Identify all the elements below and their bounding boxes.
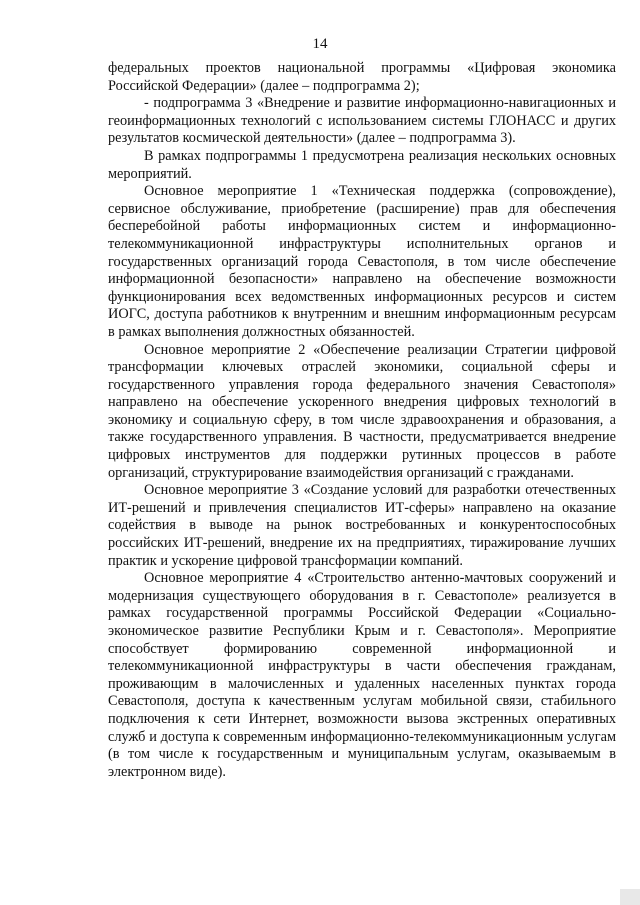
paragraph-continuation: федеральных проектов национальной программы «Цифровая экономика Российской Федерации» (далее – подпрограмма 2);	[108, 60, 616, 94]
page-number: 14	[312, 36, 328, 52]
paragraph-measure-2: Основное мероприятие 2 «Обеспечение реализации Стратегии цифровой трансформации ключевых отраслей экономики, социальной сферы и государственного управления города федерального значения Севастополя» направлено на обеспечение ускоренного внедрения цифровых технологий в экономику и социальную сферу, в том числе здравоохранения и образования, а также государственного управления. В частности, предусматривается внедрение цифровых инструментов для поддержки рутинных процессов в работе организаций, структурирование взаимодействия организаций с гражданами.	[108, 341, 616, 481]
paragraph-intro: В рамках подпрограммы 1 предусмотрена реализация нескольких основных мероприятий.	[108, 147, 616, 182]
paragraph-measure-1: Основное мероприятие 1 «Техническая поддержка (сопровождение), сервисное обслуживание, приобретение (расширение) прав для обеспечения бесперебойной работы информационных систем и информационно-телекоммуникационной инфраструктуры исполнительных органов и государственных организаций города Севастополя, в том числе обеспечение информационной безопасности» направлено на обеспечение возможности функционирования всех ведомственных информационных ресурсов и систем ИОГС, доступа работников к внутренним и внешним информационным ресурсам в рамках выполнения должностных обязанностей.	[108, 183, 616, 340]
page-corner-mark	[620, 889, 640, 905]
paragraph-measure-4: Основное мероприятие 4 «Строительство антенно-мачтовых сооружений и модернизация существующего оборудования в г. Севастополе» реализуется в рамках государственной программы Российской Федерации «Социально-экономическое развитие Республики Крым и г. Севастополя». Мероприятие способствует формированию современной информационной и телекоммуникационной инфраструктуры в части обеспечения гражданам, проживающим в малочисленных и удаленных населенных пунктах города Севастополя, доступа к качественным услугам мобильной связи, стабильного подключения к сети Интернет, возможности вызова экстренных оперативных служб и доступа к современным информационно-телекоммуникационным услугам (в том числе к государственным и муниципальным услугам, оказываемым в электронном виде).	[108, 570, 616, 780]
paragraph-measure-3: Основное мероприятие 3 «Создание условий для разработки отечественных ИТ-решений и привлечения специалистов ИТ-сферы» направлено на оказание содействия в выводе на рынок востребованных и конкурентоспособных российских ИТ-решений, внедрение их на предприятиях, тиражирование лучших практик и ускорение цифровой трансформации компаний.	[108, 482, 616, 569]
paragraph-subprogram-3: - подпрограмма 3 «Внедрение и развитие информационно-навигационных и геоинформационных технологий с использованием системы ГЛОНАСС и других результатов космической деятельности» (далее – подпрограмма 3).	[108, 95, 616, 147]
document-body	[108, 60, 616, 781]
